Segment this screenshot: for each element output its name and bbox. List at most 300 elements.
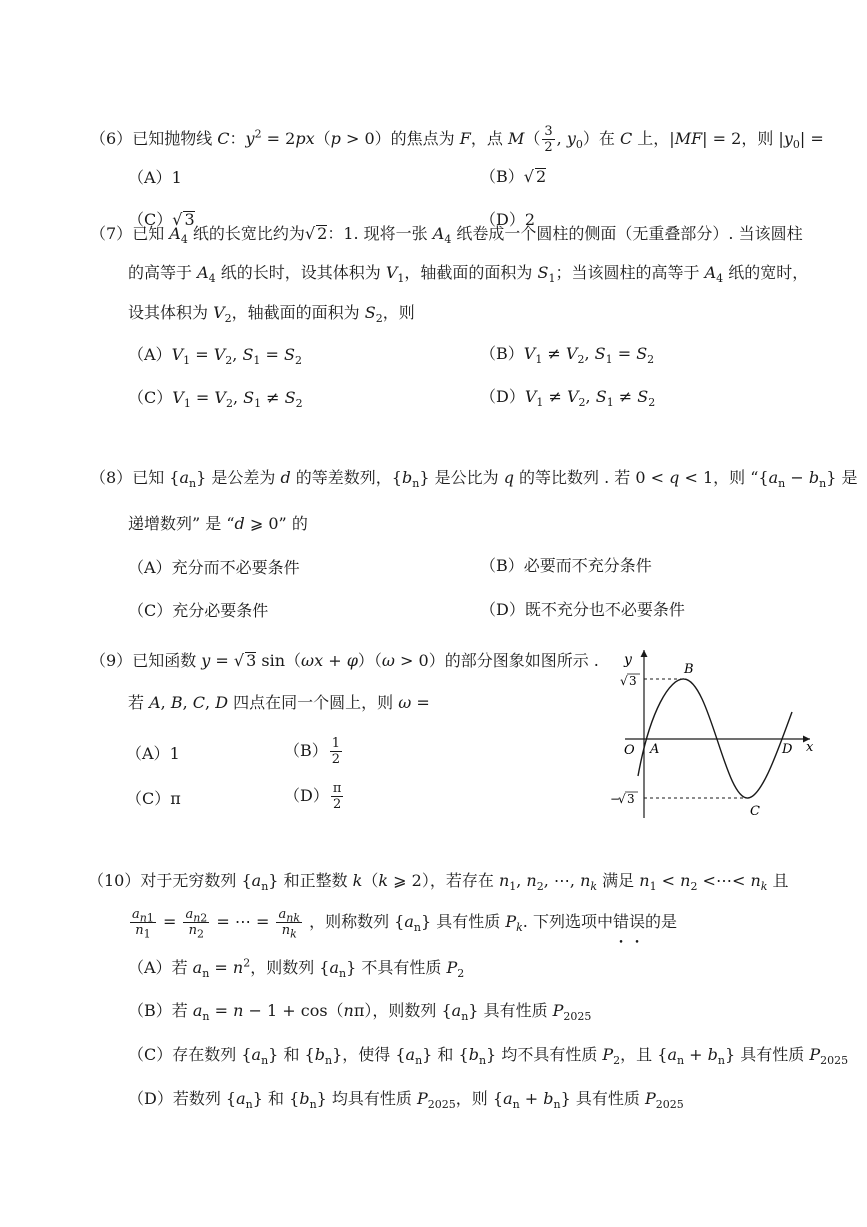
text: A [432, 224, 445, 243]
text: 且 [767, 871, 789, 890]
option-label: （A） [126, 744, 170, 763]
text: A [149, 693, 161, 712]
text: } 是 [826, 468, 858, 487]
option-label: （C） [126, 789, 171, 808]
text: P [417, 1089, 428, 1108]
text: n [286, 911, 294, 925]
text: S [283, 345, 295, 364]
option-6b[interactable] [480, 167, 546, 187]
sine-graph-figure [600, 640, 830, 820]
text: } 具有性质 [420, 912, 506, 931]
text: S [595, 387, 607, 406]
text: V [214, 388, 226, 407]
text: , [160, 693, 171, 712]
text: p [330, 129, 341, 148]
question-number: （10） [88, 871, 141, 890]
text: 2 [197, 927, 205, 941]
text: 1 [606, 396, 614, 410]
option-7c[interactable] [128, 388, 303, 411]
question-10-line2 [128, 905, 677, 939]
text: V [213, 303, 225, 322]
text: b [707, 1045, 718, 1064]
question-8-line2 [128, 514, 308, 534]
text: b [543, 1089, 554, 1108]
option-10d[interactable] [128, 1089, 684, 1112]
text: 2025 [655, 1098, 684, 1112]
text: ，则数列 { [250, 958, 330, 977]
text: , [516, 871, 527, 890]
text: F [459, 129, 471, 148]
option-8a[interactable] [128, 558, 300, 578]
text: n [526, 871, 537, 890]
option-text: 2 [524, 210, 536, 229]
origin-label: O [624, 743, 635, 758]
text: D [215, 693, 229, 712]
text: a [236, 1089, 246, 1108]
text: = 2 [261, 129, 296, 148]
text: n [261, 1054, 269, 1068]
option-8c[interactable] [128, 601, 268, 621]
text: S [364, 303, 376, 322]
text: = [209, 958, 233, 977]
option-label: （B） [480, 167, 524, 186]
text: 1 [253, 354, 261, 368]
text: n [245, 1098, 253, 1112]
text: − 1 + cos（ [243, 1001, 344, 1020]
option-label: （C） [128, 1045, 173, 1064]
text: V [566, 387, 579, 406]
text: k [290, 927, 297, 941]
max-value-label: 3 [629, 674, 637, 688]
text: 1 [535, 353, 543, 367]
sqrt-icon: √ [172, 210, 183, 229]
text: P [552, 1001, 564, 1020]
numerator: π [332, 781, 342, 796]
option-label: （C） [128, 388, 173, 407]
text: 4 [180, 233, 188, 247]
text: 2025 [563, 1010, 592, 1024]
x-axis-label: x [806, 740, 814, 755]
text: 的是 [645, 912, 678, 931]
text: n [309, 1098, 317, 1112]
text: 2 [613, 1054, 621, 1068]
text: 1 [183, 397, 191, 411]
text: n [677, 1054, 685, 1068]
text: = [157, 912, 182, 931]
text: a [251, 871, 262, 890]
sqrt-icon: √ [523, 167, 534, 186]
option-text: 2 [535, 167, 547, 186]
text: （ [362, 871, 379, 890]
text: 2 [317, 224, 328, 243]
text: 已知抛物线 [132, 129, 218, 148]
text: < [656, 871, 681, 890]
text: 的等比数列 . 若 0 < [513, 468, 670, 487]
text: 2 [648, 396, 656, 410]
text: A [169, 224, 181, 243]
text: , [205, 693, 216, 712]
text: 递增数列” 是 “ [128, 514, 235, 533]
text: C [192, 693, 206, 712]
option-text: 充分必要条件 [172, 601, 269, 620]
text: n [415, 1054, 423, 1068]
denominator: 2 [332, 797, 342, 812]
option-8b[interactable] [480, 556, 652, 576]
text: n [139, 911, 147, 925]
text: a [503, 1089, 513, 1108]
text: 2 [375, 312, 383, 326]
text: 2 [577, 353, 585, 367]
option-label: （A） [128, 345, 172, 364]
question-7-line3 [128, 303, 415, 326]
text: } 具有性质 [725, 1045, 810, 1064]
text: n [343, 1001, 354, 1020]
text: S [637, 387, 649, 406]
text: n [202, 1010, 210, 1024]
text: V [523, 344, 536, 363]
text: 若数列 { [172, 1089, 237, 1108]
option-label: （B） [284, 741, 328, 760]
text: n [233, 1001, 244, 1020]
text: S [594, 344, 606, 363]
text: a [278, 907, 287, 922]
text: P [505, 912, 517, 931]
text: n [819, 477, 827, 491]
text: n [189, 477, 197, 491]
text: } 和正整数 [268, 871, 353, 890]
option-label: （A） [128, 168, 172, 187]
option-label: （C） [128, 601, 173, 620]
text: | = [799, 129, 824, 148]
text: > 0）的焦点为 [340, 129, 460, 148]
denominator: 2 [544, 140, 553, 155]
question-9-line2 [128, 693, 430, 713]
text: V [213, 345, 226, 364]
text: a [329, 958, 340, 977]
text: + [684, 1045, 708, 1064]
text: ）（ [357, 651, 382, 670]
fraction [330, 736, 342, 767]
text: d [234, 514, 245, 533]
text: a [405, 1045, 416, 1064]
text: S [636, 344, 648, 363]
text: 1 [254, 397, 262, 411]
text: ω [398, 693, 412, 712]
numerator: 3 [544, 124, 553, 139]
text: 4 [208, 272, 216, 286]
fraction-a-nk [276, 907, 302, 941]
text: 2025 [427, 1098, 456, 1112]
text: 4 [716, 272, 724, 286]
text: （ [524, 129, 541, 148]
text: 纸的长宽比约为 [187, 224, 305, 243]
text: a [192, 1001, 203, 1020]
text: P [446, 958, 458, 977]
emphasis-char: 错 [612, 912, 629, 931]
text: } 是公差为 [196, 468, 281, 487]
text: 2 [457, 967, 465, 981]
numerator [276, 907, 302, 923]
text: a [404, 912, 414, 931]
point-c-label: C [750, 804, 760, 819]
text: ≠ [613, 387, 638, 406]
text: 1 [536, 396, 544, 410]
text: 的等差数列，{ [290, 468, 402, 487]
text: 0 [792, 138, 800, 152]
text: } 均具有性质 [316, 1089, 418, 1108]
text: ，轴截面的面积为 [404, 263, 538, 282]
option-text: 3 [184, 210, 195, 229]
text: n [580, 871, 591, 890]
text: } 和 { [268, 1045, 315, 1064]
sqrt-icon: √ [304, 224, 316, 243]
text: a [667, 1045, 677, 1064]
text: a [768, 468, 779, 487]
text: ： [229, 129, 246, 148]
text: ，轴截面的面积为 [231, 303, 365, 322]
text: a [185, 907, 194, 922]
text: ≠ [543, 387, 567, 406]
sqrt-icon: √ [620, 674, 628, 688]
text: . 下列选项中 [522, 912, 613, 931]
text: ，则 [382, 303, 415, 322]
option-7d[interactable] [480, 387, 656, 410]
point-b-label: B [684, 662, 694, 677]
text: px [295, 129, 315, 148]
text: n [412, 477, 420, 491]
text: 2 [254, 127, 262, 141]
text: ω [381, 651, 395, 670]
option-label: （D） [480, 387, 525, 406]
question-8-line1 [90, 468, 858, 491]
text: 2 [224, 312, 232, 326]
text: , [232, 388, 244, 407]
text: = [612, 344, 637, 363]
text: k [378, 871, 389, 890]
text: = [209, 1001, 234, 1020]
text: + [519, 1089, 544, 1108]
text: 若 [171, 1001, 193, 1020]
text: y [566, 129, 576, 148]
text: ωx [301, 651, 324, 670]
text: n [135, 923, 144, 938]
option-text: π [170, 789, 181, 808]
option-label: （B） [480, 556, 524, 575]
text: y [201, 651, 211, 670]
text: 2 [200, 911, 208, 925]
option-7a[interactable] [128, 345, 302, 368]
text: n [717, 1054, 726, 1068]
option-6a[interactable] [128, 168, 182, 188]
text: = [210, 651, 234, 670]
text: q [503, 468, 514, 487]
point-a-label: A [650, 742, 660, 757]
text: 0 [575, 138, 583, 152]
text: d [280, 468, 291, 487]
text: V [565, 344, 578, 363]
option-label: （B） [128, 1001, 172, 1020]
text: 1 [397, 272, 405, 286]
text: n [339, 967, 347, 981]
text: 2 [294, 354, 302, 368]
text: P [809, 1045, 821, 1064]
text: 的高等于 [128, 263, 198, 282]
question-7-line2 [128, 263, 809, 286]
text: n [553, 1098, 561, 1112]
text: P [644, 1089, 656, 1108]
text: n [498, 871, 510, 890]
text: S [243, 388, 255, 407]
text: 四点在同一个圆上，则 [228, 693, 399, 712]
point-d-label: D [782, 742, 793, 757]
text: n [281, 923, 291, 938]
text: MF [674, 129, 703, 148]
text: n [193, 911, 201, 925]
text: S [242, 345, 254, 364]
text: b [314, 1045, 325, 1064]
text: B [170, 693, 183, 712]
min-value-label: 3 [627, 792, 635, 806]
text: n [202, 967, 210, 981]
option-10c[interactable] [128, 1045, 849, 1068]
text: C [619, 129, 633, 148]
question-9-line1 [90, 651, 599, 671]
fraction [331, 781, 344, 812]
min-sign-label: − [610, 792, 621, 806]
text: ≠ [542, 344, 566, 363]
text: } 均不具有性质 [486, 1045, 603, 1064]
text: M [507, 129, 525, 148]
text: − [785, 468, 809, 487]
text: 2 [536, 880, 544, 894]
text: n [232, 958, 244, 977]
text: 对于无穷数列 { [140, 871, 252, 890]
text: ≠ [261, 388, 285, 407]
denominator [276, 923, 302, 941]
text: y [783, 129, 793, 148]
text: , [556, 129, 567, 148]
option-label: （D） [284, 786, 329, 805]
text: <⋯< [697, 871, 751, 890]
text: V [385, 263, 398, 282]
text: ，则称数列 { [303, 912, 405, 931]
text: 1 [548, 272, 556, 286]
option-label: （B） [480, 344, 524, 363]
question-10-line1 [88, 871, 789, 894]
text: , [232, 345, 243, 364]
text: ⩾ 2），若存在 [388, 871, 499, 890]
text: b [808, 468, 820, 487]
denominator [130, 923, 156, 941]
denominator [183, 923, 209, 941]
option-text: 既不充分也不必要条件 [524, 600, 685, 619]
text: = ⋯ = [211, 912, 275, 931]
text: 2 [295, 397, 303, 411]
text: a [192, 958, 203, 977]
text: = [260, 345, 284, 364]
text: ，点 [470, 129, 508, 148]
text: q [669, 468, 680, 487]
option-9a[interactable] [126, 744, 180, 764]
option-text: 1 [169, 744, 180, 763]
text: = [190, 388, 215, 407]
text: n [261, 880, 269, 894]
question-number: （7） [90, 224, 133, 243]
text: π），则数列 { [353, 1001, 452, 1020]
text: n [188, 923, 198, 938]
text: 2 [225, 397, 233, 411]
text: 2025 [820, 1054, 849, 1068]
text: , ⋯, [543, 871, 581, 890]
text: 4 [444, 233, 452, 247]
numerator [130, 907, 156, 923]
text: 2 [578, 396, 586, 410]
text: } 具有性质 [468, 1001, 553, 1020]
text: 纸的长时，设其体积为 [215, 263, 386, 282]
denominator: 2 [331, 752, 341, 767]
text: A [197, 263, 209, 282]
text: k [516, 921, 523, 935]
text: 纸的宽时， [723, 263, 809, 282]
option-label: （D） [128, 1089, 173, 1108]
text: sin（ [256, 651, 302, 670]
option-7b[interactable] [480, 344, 655, 367]
text: , [182, 693, 193, 712]
question-number: （9） [90, 651, 133, 670]
fraction-a-n2 [183, 907, 209, 941]
text: a [251, 1045, 262, 1064]
option-10b[interactable] [128, 1001, 592, 1024]
text: 3 [246, 651, 257, 670]
text: 2 [225, 354, 233, 368]
text: V [524, 387, 537, 406]
option-10a[interactable] [128, 956, 465, 981]
fraction-a-n1 [130, 907, 156, 941]
numerator: 1 [331, 736, 341, 751]
text: a [132, 907, 140, 922]
text: 已知 { [132, 468, 180, 487]
option-8d[interactable] [480, 600, 685, 620]
text: 1 [605, 353, 613, 367]
text: 1 [649, 880, 657, 894]
option-9b[interactable] [284, 736, 344, 767]
option-label: （A） [128, 558, 172, 577]
text: } 是公比为 [419, 468, 504, 487]
text: 若 [128, 693, 150, 712]
text: } 和 { [422, 1045, 469, 1064]
text: 已知函数 [132, 651, 202, 670]
question-number: （6） [90, 129, 133, 148]
text: | = 2，则 | [702, 129, 784, 148]
option-9c[interactable] [126, 789, 181, 809]
text: S [284, 388, 296, 407]
text: y [245, 129, 255, 148]
text: 设其体积为 [128, 303, 214, 322]
question-7-line1 [90, 224, 803, 247]
text: V [172, 388, 184, 407]
option-label: （D） [480, 210, 525, 229]
option-9d[interactable] [284, 781, 345, 812]
text: n [778, 477, 786, 491]
text: n [413, 921, 421, 935]
text: 1 [509, 880, 517, 894]
sqrt-icon: √ [233, 651, 245, 670]
text: k [590, 880, 598, 894]
text: A [704, 263, 717, 282]
option-label: （D） [480, 600, 525, 619]
text: S [537, 263, 549, 282]
text: ：1. 现将一张 [327, 224, 433, 243]
